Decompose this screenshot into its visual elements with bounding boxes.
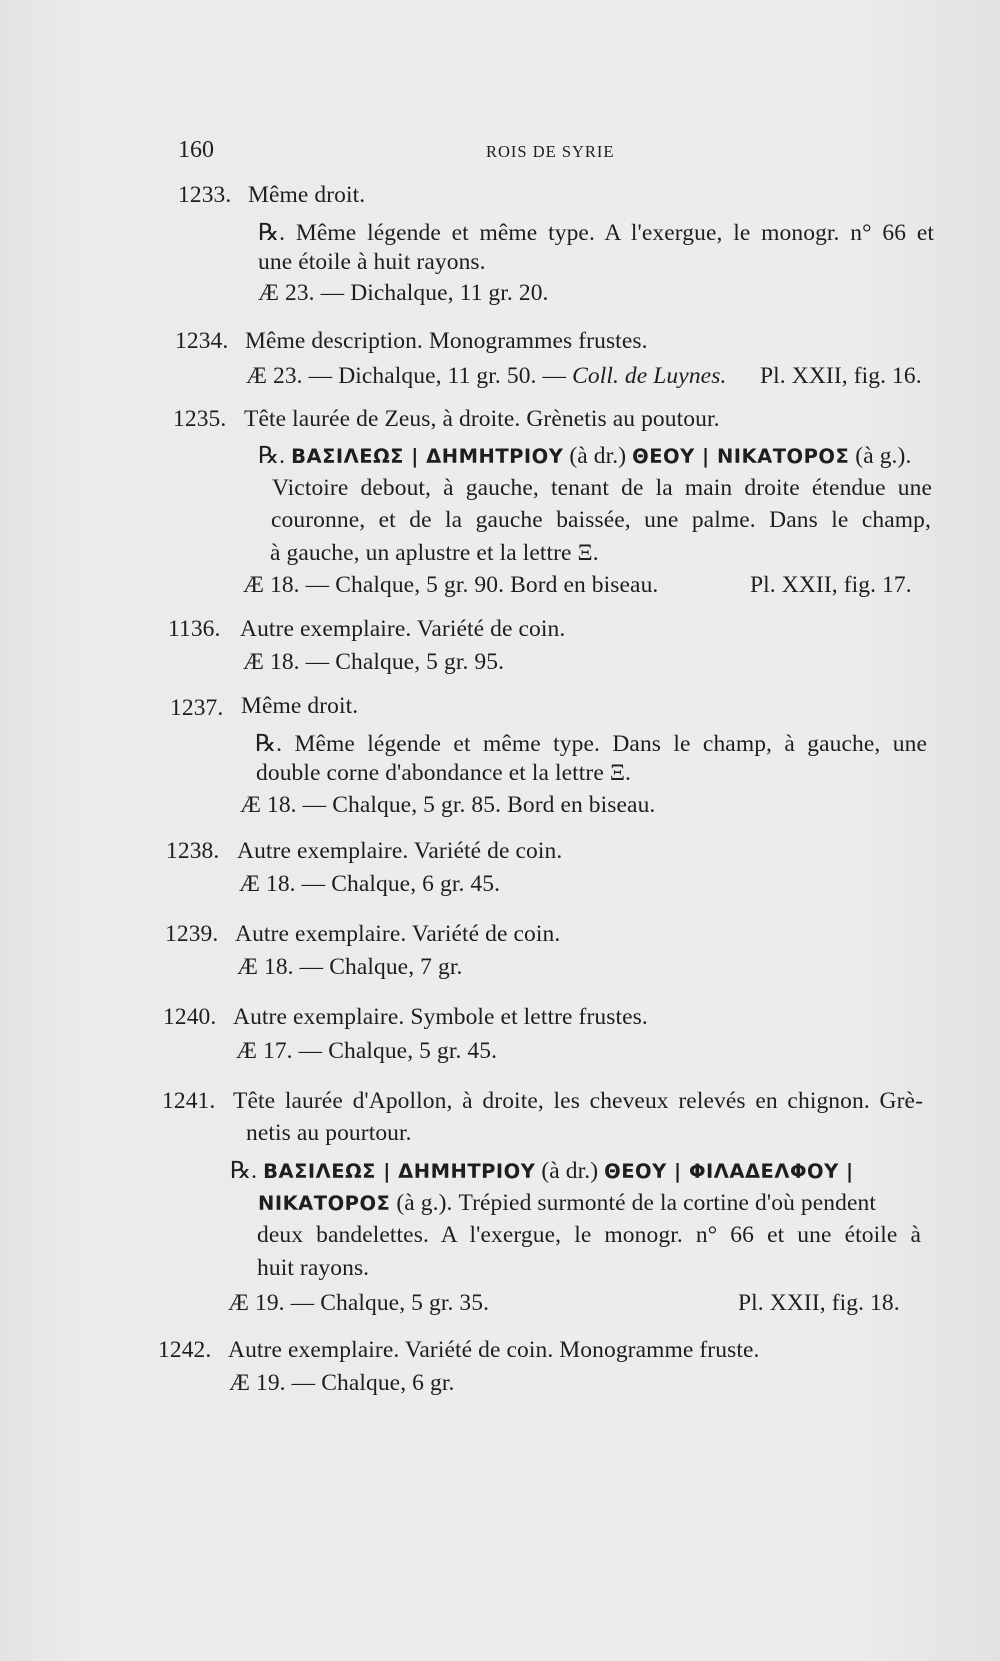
entry-text: Autre exemplaire. Variété de coin. <box>237 838 563 864</box>
greek-legend: ΒΑΣΙΛΕΩΣ | ΔΗΜΗΤΡΙΟΥ <box>263 1160 536 1183</box>
entry-text: Autre exemplaire. Symbole et lettre frustes. <box>233 1004 648 1030</box>
metal-weight: Æ 23. — Dichalque, 11 gr. 50. — Coll. de Luynes. <box>246 363 727 389</box>
running-title: ROIS DE SYRIE <box>486 142 615 161</box>
metal-weight: Æ 18. — Chalque, 5 gr. 85. Bord en biseau. <box>240 792 656 818</box>
reverse-text: une étoile à huit rayons. <box>258 249 486 275</box>
page-number: 160 <box>178 137 214 163</box>
entry-number: 1234. <box>175 328 229 354</box>
obverse-text: Tête laurée de Zeus, à droite. Grènetis au poutour. <box>244 406 720 432</box>
entry-number: 1235. <box>173 406 227 432</box>
metal-weight: Æ 17. — Chalque, 5 gr. 45. <box>236 1038 498 1064</box>
reverse-text: ℞. Même légende et même type. A l'exergue, le monogr. n° 66 et <box>258 220 934 246</box>
reverse-text: ℞. Même légende et même type. Dans le champ, à gauche, une <box>255 731 927 757</box>
plate-reference: Pl. XXII, fig. 17. <box>750 572 912 598</box>
reverse-description: à gauche, un aplustre et la lettre Ξ. <box>270 540 599 566</box>
entry-number: 1239. <box>165 921 219 947</box>
reverse-legend: ℞. ΒΑΣΙΛΕΩΣ | ΔΗΜΗΤΡΙΟΥ (à dr.) ΘΕΟΥ | ΦΙΛΑΔΕΛΦΟΥ | <box>230 1158 854 1184</box>
entry-number: 1237. <box>170 695 224 721</box>
greek-legend: ΘΕΟΥ | ΦΙΛΑΔΕΛΦΟΥ | <box>604 1160 854 1183</box>
greek-legend: ΘΕΟΥ | ΝΙΚΑΤΟΡΟΣ <box>632 445 850 468</box>
entry-number: 1242. <box>158 1337 212 1363</box>
obverse-text: Même droit. <box>241 693 359 719</box>
plate-reference: Pl. XXII, fig. 18. <box>738 1290 900 1316</box>
obverse-text: netis au pourtour. <box>246 1120 412 1146</box>
entry-number: 1233. <box>178 182 232 208</box>
entry-number: 1240. <box>163 1004 217 1030</box>
metal-weight: Æ 23. — Dichalque, 11 gr. 20. <box>258 280 549 306</box>
entry-text: Autre exemplaire. Variété de coin. <box>235 921 561 947</box>
collection-name: Coll. de Luynes. <box>572 363 727 389</box>
metal-weight: Æ 19. — Chalque, 6 gr. <box>229 1370 455 1396</box>
greek-legend: ΒΑΣΙΛΕΩΣ | ΔΗΜΗΤΡΙΟΥ <box>291 445 564 468</box>
reverse-description: huit rayons. <box>257 1255 370 1281</box>
obverse-text: Tête laurée d'Apollon, à droite, les cheveux relevés en chignon. Grè- <box>233 1088 923 1114</box>
entry-number: 1241. <box>162 1088 216 1114</box>
entry-text: Autre exemplaire. Variété de coin. <box>240 616 566 642</box>
entry-text: Autre exemplaire. Variété de coin. Monogramme fruste. <box>228 1337 760 1363</box>
metal-weight: Æ 18. — Chalque, 5 gr. 90. Bord en biseau. <box>243 572 659 598</box>
metal-weight: Æ 19. — Chalque, 5 gr. 35. <box>228 1290 490 1316</box>
reverse-description: Victoire debout, à gauche, tenant de la main droite étendue une <box>272 475 932 501</box>
metal-weight: Æ 18. — Chalque, 7 gr. <box>237 954 463 980</box>
reverse-description: deux bandelettes. A l'exergue, le monogr. n° 66 et une étoile à <box>257 1222 921 1248</box>
reverse-legend: ℞. ΒΑΣΙΛΕΩΣ | ΔΗΜΗΤΡΙΟΥ (à dr.) ΘΕΟΥ | ΝΙΚΑΤΟΡΟΣ (à g.). <box>258 443 912 469</box>
entry-number: 1238. <box>166 838 220 864</box>
metal-weight: Æ 18. — Chalque, 5 gr. 95. <box>243 649 505 675</box>
plate-reference: Pl. XXII, fig. 16. <box>760 363 922 389</box>
reverse-description: couronne, et de la gauche baissée, une palme. Dans le champ, <box>271 507 931 533</box>
obverse-text: Même droit. <box>248 182 366 208</box>
entry-number: 1136. <box>168 616 221 642</box>
reverse-legend: ΝΙΚΑΤΟΡΟΣ (à g.). Trépied surmonté de la cortine d'où pendent <box>258 1190 876 1216</box>
reverse-text: double corne d'abondance et la lettre Ξ. <box>256 760 632 786</box>
greek-legend: ΝΙΚΑΤΟΡΟΣ <box>258 1192 391 1215</box>
obverse-text: Même description. Monogrammes frustes. <box>245 328 648 354</box>
metal-weight: Æ 18. — Chalque, 6 gr. 45. <box>239 871 501 897</box>
